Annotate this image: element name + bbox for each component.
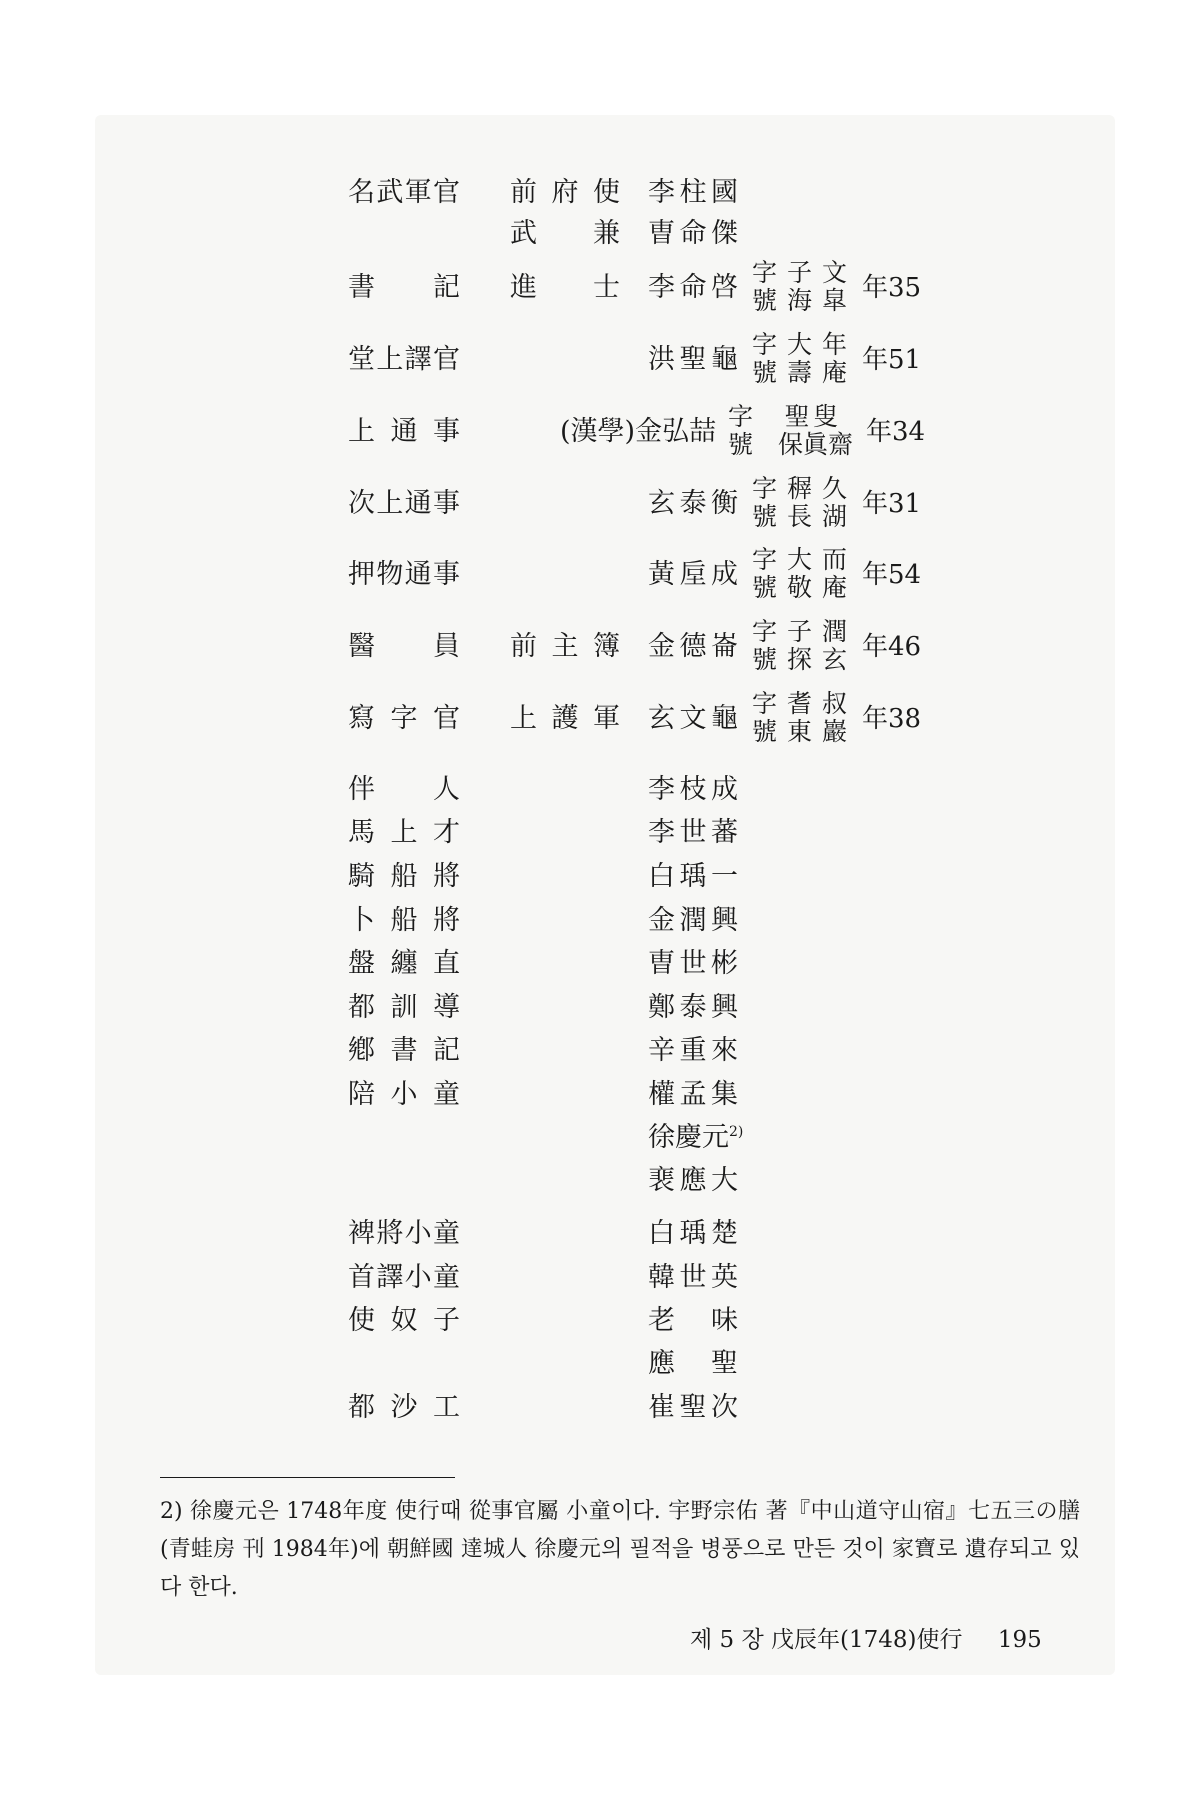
roster-zi: 字子潤 bbox=[752, 617, 847, 646]
roster-title: 陪小童 bbox=[348, 1079, 460, 1110]
roster-title: 都沙工 bbox=[348, 1392, 460, 1423]
chapter-title: 戊辰年(1748)使行 bbox=[771, 1627, 963, 1653]
roster-title: 使奴子 bbox=[348, 1305, 460, 1336]
roster-age: 年35 bbox=[862, 273, 922, 303]
roster-title: 書 記 bbox=[348, 272, 460, 303]
roster-name: 韓世英 bbox=[648, 1262, 738, 1293]
chapter-label: 제 5 장 bbox=[690, 1627, 764, 1653]
roster-name: 崔聖次 bbox=[648, 1392, 738, 1423]
roster-rank: 前府使 bbox=[510, 177, 620, 208]
roster-name: 辛重來 bbox=[648, 1035, 738, 1066]
roster-name: 洪聖龜 bbox=[648, 344, 738, 375]
roster-name: 裵應大 bbox=[648, 1165, 738, 1196]
roster-name: 李枝成 bbox=[648, 774, 738, 805]
roster-name: 黃垕成 bbox=[648, 559, 738, 590]
roster-age: 年31 bbox=[862, 489, 922, 519]
roster-hao: 號海皐 bbox=[752, 286, 847, 315]
footnote-marker: 2) bbox=[729, 1124, 744, 1140]
roster-zi: 字大年 bbox=[752, 330, 847, 359]
roster-age: 年46 bbox=[862, 632, 922, 662]
page-number: 195 bbox=[997, 1627, 1042, 1653]
roster-zi: 字子文 bbox=[752, 258, 847, 287]
roster-title: 堂上譯官 bbox=[348, 344, 460, 375]
roster-zi: 字 聖叟 bbox=[728, 402, 838, 431]
roster-zihao bbox=[752, 690, 847, 746]
roster-rank: 進 士 bbox=[510, 272, 620, 303]
running-footer bbox=[690, 1625, 1042, 1655]
roster-name: 白瑀楚 bbox=[648, 1218, 738, 1249]
roster-zi: 字耆叔 bbox=[752, 689, 847, 718]
roster-age: 年38 bbox=[862, 704, 922, 734]
roster-rank: 前主簿 bbox=[510, 631, 620, 662]
roster-row bbox=[0, 258, 1200, 348]
roster-title: 押物通事 bbox=[348, 559, 460, 590]
roster-zihao bbox=[752, 475, 847, 531]
roster-name: 李世蕃 bbox=[648, 817, 738, 848]
roster-title: 上通事 bbox=[348, 416, 460, 447]
roster-zihao bbox=[752, 546, 847, 602]
roster-title: 馬上才 bbox=[348, 817, 460, 848]
roster-title: 盤纏直 bbox=[348, 948, 460, 979]
roster-rank: 武 兼 bbox=[510, 218, 620, 249]
roster-title: 醫 員 bbox=[348, 631, 460, 662]
roster-zihao bbox=[752, 331, 847, 387]
roster-name: 權孟集 bbox=[648, 1079, 738, 1110]
roster-name: 金德崙 bbox=[648, 631, 738, 662]
roster-hao: 號探玄 bbox=[752, 645, 847, 674]
roster-name: 老 味 bbox=[648, 1305, 738, 1336]
roster-name: 曺世彬 bbox=[648, 948, 738, 979]
roster-age: 年54 bbox=[862, 560, 922, 590]
roster-title: 寫字官 bbox=[348, 703, 460, 734]
roster-name: (漢學)金弘喆 bbox=[560, 416, 717, 447]
roster-title: 都訓導 bbox=[348, 992, 460, 1023]
roster-title: 騎船將 bbox=[348, 861, 460, 892]
roster-hao: 號壽庵 bbox=[752, 358, 847, 387]
roster-row bbox=[0, 545, 1200, 635]
roster-title: 鄕書記 bbox=[348, 1035, 460, 1066]
roster-title: 裨將小童 bbox=[348, 1218, 460, 1249]
roster-age: 年51 bbox=[862, 345, 922, 375]
roster-title: 伴 人 bbox=[348, 774, 460, 805]
roster-zihao bbox=[752, 259, 847, 315]
roster-name: 玄文龜 bbox=[648, 703, 738, 734]
roster-name: 金潤興 bbox=[648, 905, 738, 936]
roster-zihao bbox=[752, 618, 847, 674]
roster-zi: 字大而 bbox=[752, 545, 847, 574]
roster-name: 李柱國 bbox=[648, 177, 738, 208]
roster-zi: 字稺久 bbox=[752, 474, 847, 503]
roster-zihao bbox=[728, 402, 854, 459]
roster-row bbox=[0, 474, 1200, 564]
roster-title: 名武軍官 bbox=[348, 177, 460, 208]
roster-name: 玄泰衡 bbox=[648, 488, 738, 519]
roster-name: 白瑀一 bbox=[648, 861, 738, 892]
footnote-divider bbox=[160, 1477, 455, 1478]
roster-rank: 上護軍 bbox=[510, 703, 620, 734]
roster-hao: 號 保眞齋 bbox=[728, 430, 854, 459]
roster-title: 卜船將 bbox=[348, 905, 460, 936]
roster-name: 應 聖 bbox=[648, 1348, 738, 1379]
footnote: 2) 徐慶元은 1748年度 使行때 從事官屬 小童이다. 宇野宗佑 著『中山道守山宿』七五三の膳(青蛙房 刊 1984年)에 朝鮮國 達城人 徐慶元의 필적을 병풍으로 만든 것이 家寶로 遺存되고 있다 한다. bbox=[160, 1499, 1080, 1600]
roster-row bbox=[0, 330, 1200, 420]
roster-name-with-note bbox=[648, 1118, 744, 1158]
roster-hao: 號敬庵 bbox=[752, 573, 847, 602]
roster-title: 首譯小童 bbox=[348, 1262, 460, 1293]
roster-row bbox=[0, 689, 1200, 779]
roster-hao: 號東巖 bbox=[752, 717, 847, 746]
roster-name: 曺命傑 bbox=[648, 218, 738, 249]
roster-title: 次上通事 bbox=[348, 488, 460, 519]
roster-name: 李命啓 bbox=[648, 272, 738, 303]
roster-age: 年34 bbox=[866, 417, 926, 447]
roster-row bbox=[0, 617, 1200, 707]
roster-name: 鄭泰興 bbox=[648, 992, 738, 1023]
roster-hao: 號長湖 bbox=[752, 502, 847, 531]
roster-row bbox=[0, 1388, 1200, 1468]
roster-row bbox=[0, 402, 1200, 492]
roster-name: 徐慶元 bbox=[648, 1122, 729, 1153]
